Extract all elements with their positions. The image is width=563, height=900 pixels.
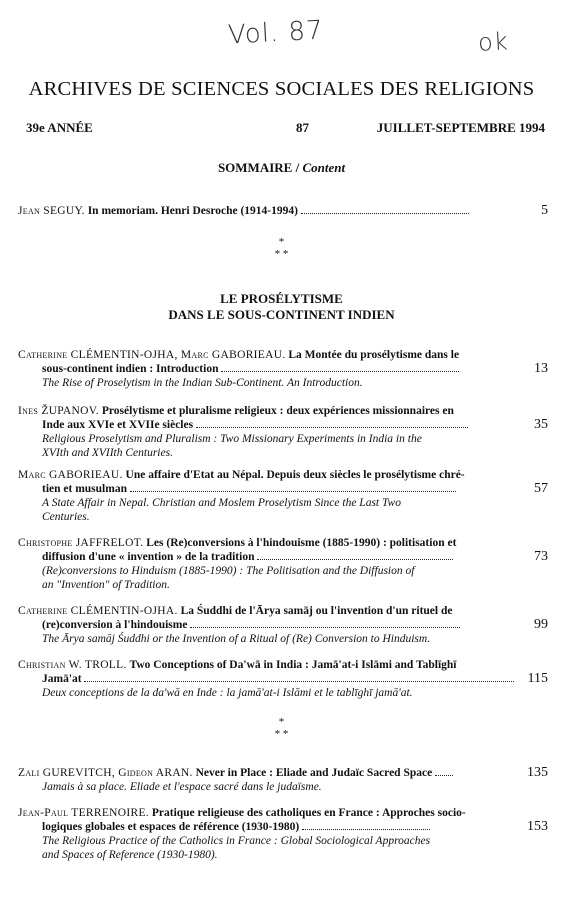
entry-title-cont: logiques globales et espaces de référence (1930-1980) (42, 821, 300, 833)
dot-leader (190, 618, 460, 628)
entry-author: Ines ŽUPANOV. (18, 405, 99, 417)
entry-title-cont: tien et musulman (42, 483, 127, 495)
dot-leader (302, 820, 430, 830)
entry-title: Two Conceptions of Da'wā in India : Jamā'at-i Islāmi and Tablīghī (129, 659, 457, 671)
entry-page: 57 (534, 481, 548, 496)
dot-leader (196, 418, 468, 428)
toc-entry[interactable] (18, 203, 548, 218)
toc-entry[interactable] (18, 468, 548, 524)
sommaire-label: SOMMAIRE / (217, 160, 303, 175)
toc-entry[interactable] (18, 658, 548, 700)
entry-translation: Jamais à sa place. Eliade et l'espace sacré dans le judaïsme. (42, 781, 322, 793)
section-title (0, 291, 563, 323)
toc-entry[interactable] (18, 348, 548, 390)
star-top: * (278, 236, 285, 248)
entry-title-cont: Inde aux XVIe et XVIIe siècles (42, 419, 194, 431)
separator-stars (0, 236, 563, 260)
dot-leader (130, 482, 456, 492)
toc-entry[interactable] (18, 604, 548, 646)
entry-page: 115 (527, 671, 548, 686)
entry-title: Prosélytisme et pluralisme religieux : deux expériences missionnaires en (101, 405, 454, 417)
entry-title: Never in Place : Eliade and Judaïc Sacred Space (195, 767, 433, 779)
entry-translation: The Religious Practice of the Catholics in France : Global Sociological Approaches (42, 835, 431, 847)
toc-entry[interactable] (18, 765, 548, 794)
section-title-line2: DANS LE SOUS-CONTINENT INDIEN (168, 307, 395, 322)
sommaire-heading (0, 160, 563, 176)
dot-leader (435, 766, 453, 776)
handwritten-volume-note: Vol. 87 (227, 15, 325, 51)
entry-page: 13 (534, 361, 548, 376)
section-title-line1: LE PROSÉLYTISME (220, 291, 343, 306)
entry-title-cont: sous-continent indien : Introduction (42, 363, 219, 375)
toc-entry[interactable] (18, 404, 548, 460)
entry-author: Marc GABORIEAU. (18, 469, 123, 481)
entry-page: 135 (527, 765, 548, 780)
dot-leader (257, 550, 453, 560)
entry-title: La Śuddhi de l'Ārya samāj ou l'invention d'un rituel de (180, 605, 453, 617)
entry-author: Jean SEGUY. (18, 205, 85, 217)
entry-author: Jean-Paul TERRENOIRE. (18, 807, 149, 819)
star-bottom: * * (274, 248, 289, 260)
entry-title: In memoriam. Henri Desroche (1914-1994) (87, 205, 298, 217)
entry-author: Catherine CLÉMENTIN-OJHA, Marc GABORIEAU. (18, 349, 286, 361)
star-top: * (278, 716, 285, 728)
entry-translation-cont: an "Invention" of Tradition. (42, 579, 170, 591)
entry-translation-cont: Centuries. (42, 511, 90, 523)
entry-translation: The Ārya samāj Śuddhi or the Invention of a Ritual of (Re) Conversion to Hinduism. (42, 633, 431, 645)
entry-page: 153 (527, 819, 548, 834)
entry-translation: Religious Proselytism and Pluralism : Two Missionary Experiments in India in the (42, 433, 422, 445)
entry-page: 73 (534, 549, 548, 564)
issue-year: 39e ANNÉE (26, 120, 93, 135)
toc-entry[interactable] (18, 806, 548, 862)
handwritten-ok-note: ok (477, 27, 510, 57)
entry-translation-cont: XVIth and XVIIth Centuries. (42, 447, 173, 459)
star-bottom: * * (274, 728, 289, 740)
entry-author: Catherine CLÉMENTIN-OJHA. (18, 605, 178, 617)
issue-number: 87 (296, 120, 309, 135)
separator-stars (0, 716, 563, 740)
entry-title: Pratique religieuse des catholiques en France : Approches socio- (151, 807, 466, 819)
entry-title-cont: (re)conversion à l'hindouisme (42, 619, 188, 631)
journal-title: ARCHIVES DE SCIENCES SOCIALES DES RELIGIONS (28, 78, 535, 100)
dot-leader (84, 672, 514, 682)
entry-title-cont: diffusion d'une « invention » de la tradition (42, 551, 255, 563)
entry-translation: A State Affair in Nepal. Christian and Moslem Proselytism Since the Last Two (42, 497, 401, 509)
entry-author: Zali GUREVITCH, Gideon ARAN. (18, 767, 193, 779)
content-label: Content (302, 160, 346, 175)
entry-title: La Montée du prosélytisme dans le (288, 349, 460, 361)
entry-translation-cont: and Spaces of Reference (1930-1980). (42, 849, 218, 861)
entry-author: Christophe JAFFRELOT. (18, 537, 144, 549)
dot-leader (301, 204, 469, 214)
entry-title: Une affaire d'Etat au Népal. Depuis deux siècles le prosélytisme chré- (125, 469, 465, 481)
entry-translation: (Re)conversions to Hinduism (1885-1990) : The Politisation and the Diffusion of (42, 565, 415, 577)
entry-page: 5 (541, 203, 548, 218)
entry-title-cont: Jamā'at (42, 673, 82, 685)
issue-date: JUILLET-SEPTEMBRE 1994 (376, 120, 545, 135)
entry-translation: Deux conceptions de la da'wā en Inde : la jamā'at-i Islāmi et le tablīghī jamā'at. (42, 687, 413, 699)
entry-author: Christian W. TROLL. (18, 659, 127, 671)
dot-leader (221, 362, 459, 372)
entry-translation: The Rise of Proselytism in the Indian Sub-Continent. An Introduction. (42, 377, 363, 389)
entry-title: Les (Re)conversions à l'hindouisme (1885-1990) : politisation et (146, 537, 457, 549)
entry-page: 35 (534, 417, 548, 432)
toc-entry[interactable] (18, 536, 548, 592)
entry-page: 99 (534, 617, 548, 632)
